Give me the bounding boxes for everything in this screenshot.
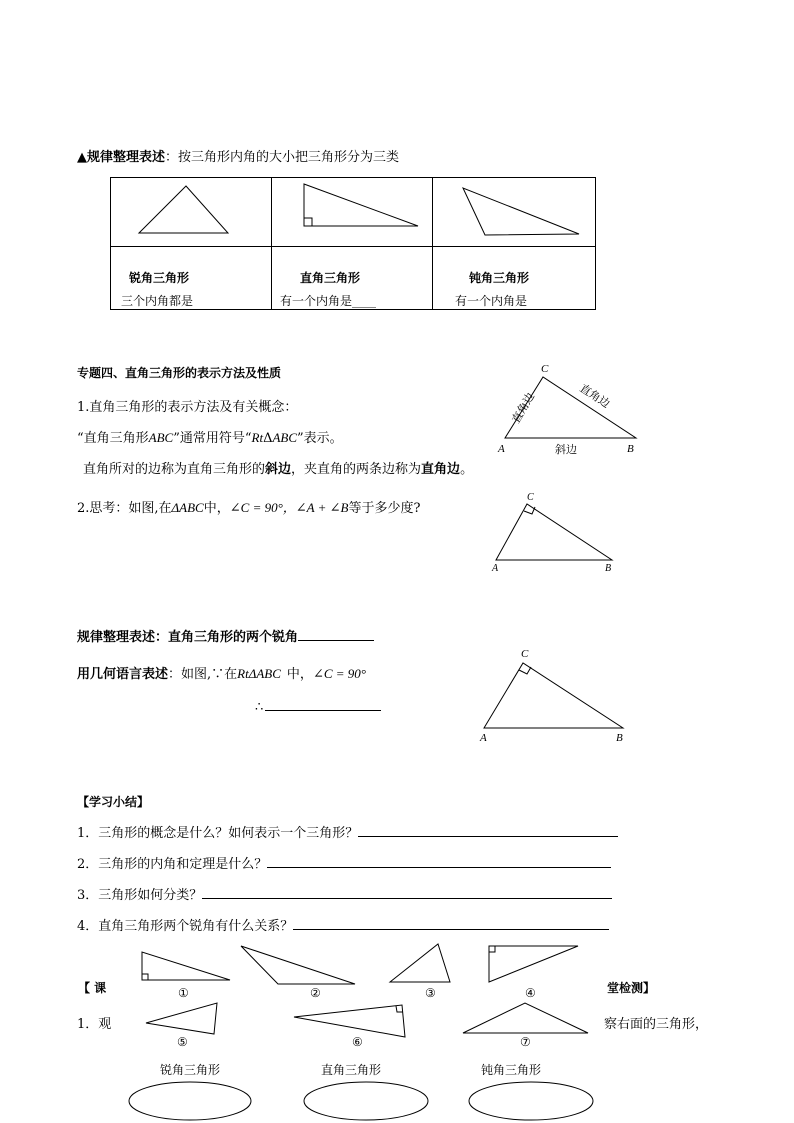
category-right: 直角三角形 [321,1063,382,1077]
paragraph-3 [83,458,473,477]
summary-q2: 2．三角形的内角和定理是什么？ [77,857,268,872]
right-triangle-abc-3 [477,645,627,745]
p2-abc2: ABC [272,430,298,445]
geo-because: ∵在 [211,667,238,682]
shape-1 [142,952,230,1000]
shape-label-2: ② [310,986,321,1000]
triangle-marker: ▲ [77,150,87,165]
cell-obtuse-text [433,247,596,310]
fig1-hypotenuse: 斜边 [555,444,577,456]
shape-4 [489,946,578,1000]
summary-item-1 [77,822,618,841]
summary-q3: 3．三角形如何分类？ [77,888,203,903]
p3-legs: 直角边 [421,462,461,477]
p2-delta: Δ [263,431,273,446]
test-heading-left: 【 课 [78,981,107,995]
acute-desc: 三个内角都是 [121,294,194,308]
fig2-label-c: C [527,492,534,503]
obtuse-name: 钝角三角形 [469,271,530,285]
shape-label-3: ③ [425,986,436,1000]
cell-acute-text [111,247,272,310]
paragraph-2 [77,427,343,446]
answer-blank-q3[interactable] [202,886,612,899]
geo-triangle: RtΔABC [237,666,281,681]
therefore-line [255,698,381,715]
p2-text-b: ”通常用符号“ [173,431,252,446]
fig1-label-a: A [498,443,505,455]
p2-abc: ABC [148,430,174,445]
fig1-leg-right: 直角边 [577,382,612,411]
answer-blank-therefore[interactable] [265,698,381,711]
answer-blank-q1[interactable] [358,824,618,837]
right-triangle-figure [272,178,432,242]
p4-text-a: 2.思考：如图,在 [77,501,172,516]
p2-text-c: ”表示。 [297,431,343,446]
p3-text-c: ，夹直角的两条边称为 [291,462,422,477]
fig1-leg-left: 直角边 [510,390,538,426]
rule-statement-2 [77,626,374,645]
p3-text-a: 直角所对的边称为直角三角形的 [83,462,266,477]
shape-5 [146,1003,217,1049]
labeled-right-triangle [495,360,645,460]
geo-text-b: ：如图, [168,667,212,682]
fig1-label-c: C [541,363,549,375]
summary-item-3 [77,884,612,903]
shape-label-5: ⑤ [177,1035,188,1049]
shape-7 [463,1003,588,1049]
summary-heading: 【学习小结】 [77,795,150,809]
obtuse-triangle-figure [433,178,595,242]
geo-text-e: 中， [286,667,313,682]
answer-blank-rule2[interactable] [298,628,374,641]
right-name: 直角三角形 [300,271,361,285]
geo-label: 用几何语言表述 [77,667,169,682]
shape-label-7: ⑦ [520,1035,531,1049]
test-question-left: 1．观 [77,1017,112,1032]
cell-right-text [272,247,433,310]
cell-obtuse-figure [433,178,596,247]
acute-name: 锐角三角形 [129,271,190,285]
answer-blank-q4[interactable] [293,917,609,930]
test-heading-right: 堂检测】 [607,981,656,995]
p4-text-e: 等于多少度? [348,501,421,516]
p4-angles: ∠C = 90°，∠A + ∠B [229,500,349,515]
acute-triangle-figure [111,178,271,242]
rule2-text: 规律整理表述：直角三角形的两个锐角 [77,630,299,645]
p3-hypotenuse: 斜边 [265,462,292,477]
fig3-label-b: B [616,732,623,744]
test-question-right: 察右面的三角形， [604,1017,709,1032]
rule-label: 规律整理表述 [87,150,166,165]
geo-angle: ∠C = 90° [312,666,366,681]
fig1-label-b: B [627,443,634,455]
p2-text-a: “直角三角形 [77,431,149,446]
topic-heading: 专题四、直角三角形的表示方法及性质 [77,366,282,380]
answer-blank-q2[interactable] [267,855,611,868]
ellipse-acute[interactable] [129,1082,251,1120]
shape-label-4: ④ [525,986,536,1000]
category-acute: 锐角三角形 [160,1063,221,1077]
shapes-row-2 [140,995,600,1051]
shape-label-6: ⑥ [352,1035,363,1049]
shape-2 [241,946,355,1000]
ellipse-obtuse[interactable] [469,1082,593,1120]
fig3-label-c: C [521,648,529,660]
p3-text-e: 。 [460,462,474,477]
summary-item-2 [77,853,611,872]
p4-triangle: ΔABC [171,500,204,515]
shape-3 [390,944,450,1000]
rule-colon: ： [165,150,179,165]
cell-right-figure [272,178,433,247]
shape-label-1: ① [178,986,189,1000]
fig2-label-a: A [492,563,499,574]
summary-item-4 [77,915,609,934]
category-obtuse: 钝角三角形 [481,1063,542,1077]
shape-6 [294,1005,405,1049]
rule-statement-1 [77,146,399,165]
right-desc: 有一个内角是____ [280,294,377,308]
category-ellipses [125,1080,615,1123]
obtuse-desc: 有一个内角是 [455,294,528,308]
p2-rt: Rt [251,430,264,445]
rule-text: 按三角形内角的大小把三角形分为三类 [178,150,400,165]
fig2-label-b: B [605,563,612,574]
summary-q4: 4．直角三角形两个锐角有什么关系？ [77,919,294,934]
right-triangle-abc-2 [490,490,620,575]
paragraph-1: 1.直角三角形的表示方法及有关概念： [77,400,298,415]
paragraph-4 [77,497,420,516]
therefore-symbol: ∴ [255,700,264,715]
fig3-label-a: A [480,732,487,744]
ellipse-right[interactable] [304,1082,428,1120]
p4-text-c: 中， [203,501,230,516]
summary-q1: 1．三角形的概念是什么？如何表示一个三角形？ [77,826,359,841]
classification-table [110,177,596,310]
cell-acute-figure [111,178,272,247]
geometry-statement [77,663,366,682]
shapes-row-1 [130,938,610,1000]
